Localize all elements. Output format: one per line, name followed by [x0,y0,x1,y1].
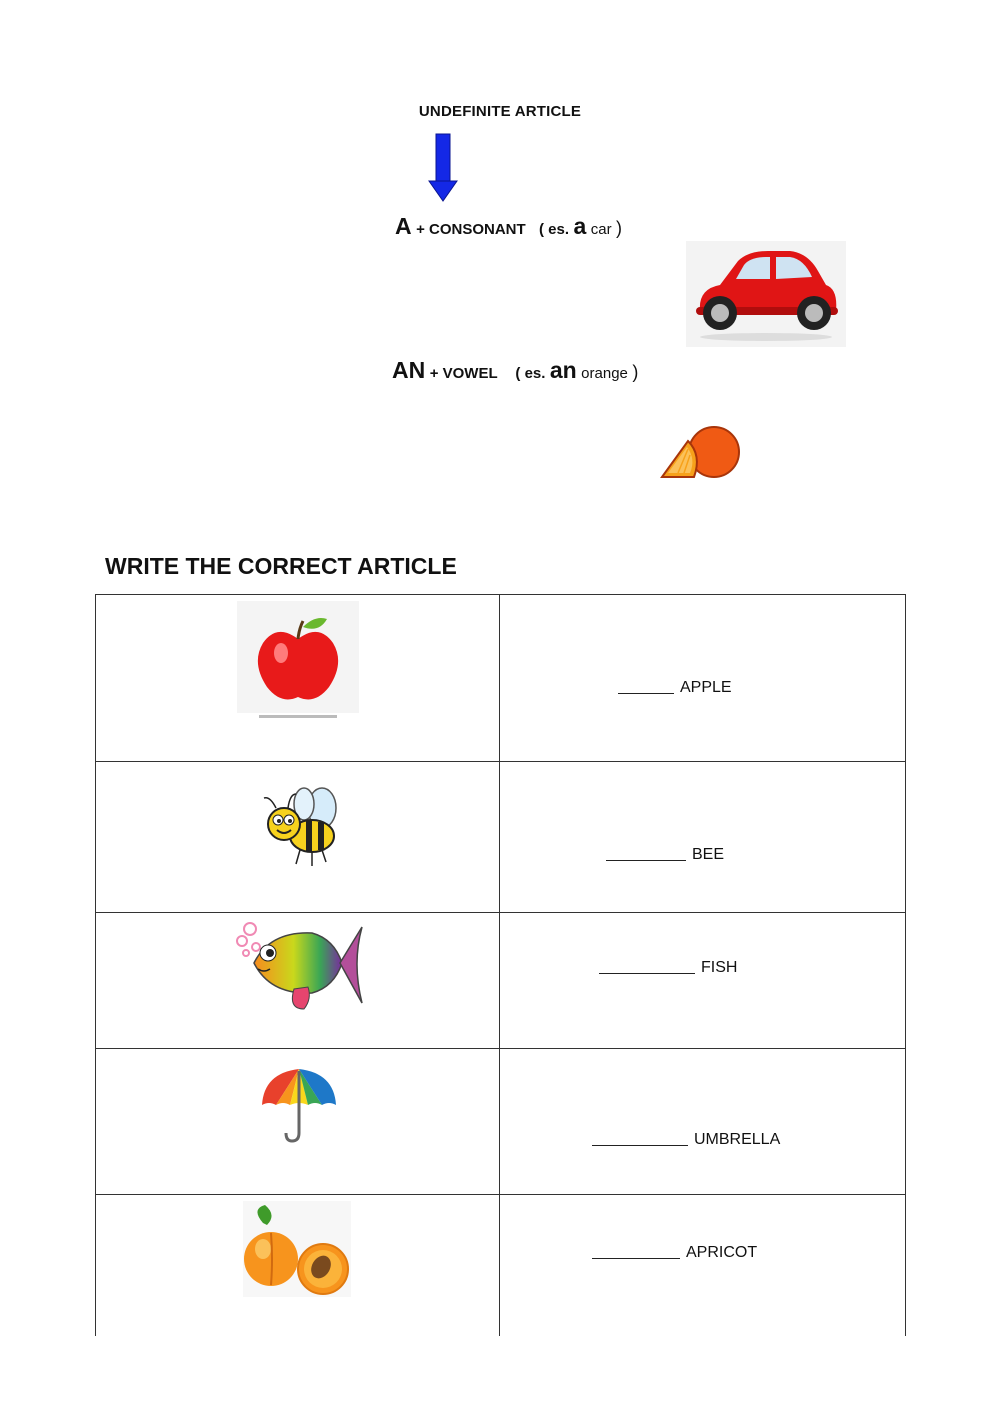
rule-article: A [395,213,412,239]
answer-line [599,959,737,977]
rule-example-close: ) [616,218,623,238]
answer-blank[interactable] [599,961,695,974]
exercise-word: APPLE [680,679,732,696]
exercise-title: WRITE THE CORRECT ARTICLE [105,553,457,579]
rule-example-close: ) [632,362,639,382]
page-title: UNDEFINITE ARTICLE [418,103,582,120]
answer-blank[interactable] [592,1246,680,1259]
exercise-word: APRICOT [686,1244,758,1261]
fish-image [232,919,366,1013]
rule-example-word: orange [581,365,628,382]
answer-cell [500,762,906,913]
picture-cell [96,762,500,913]
rule-example-open: ( es. [539,221,570,238]
answer-line [592,1131,780,1149]
table-row [96,1195,906,1336]
apricot-image [243,1201,351,1297]
car-image [686,241,846,347]
answer-line [592,1244,757,1262]
rule-connector: + VOWEL [429,365,498,382]
table-row [96,762,906,913]
rule-example-word: car [590,221,612,238]
rule-example-article: an [549,357,577,383]
picture-cell [96,913,500,1049]
exercise-word: BEE [692,846,725,863]
answer-blank[interactable] [618,681,674,694]
rule-connector: + CONSONANT [416,221,526,238]
orange-image [658,425,742,483]
rule-article: AN [392,357,426,383]
umbrella-image [260,1067,338,1143]
answer-line [606,846,724,864]
rule-vowel [392,357,638,384]
rule-consonant [395,213,622,240]
table-row [96,595,906,762]
rule-example-article: a [573,213,587,239]
answer-blank[interactable] [592,1133,688,1146]
answer-cell [500,1195,906,1336]
rule-example-open: ( es. [515,365,546,382]
answer-cell [500,913,906,1049]
table-row [96,1049,906,1195]
picture-cell [96,1195,500,1336]
picture-cell [96,1049,500,1195]
answer-blank[interactable] [606,848,686,861]
bee-image [260,784,350,872]
answer-cell [500,595,906,762]
table-row [96,913,906,1049]
answer-cell [500,1049,906,1195]
down-arrow-icon [428,133,458,203]
picture-cell [96,595,500,762]
answer-line [618,679,732,697]
apple-image [237,601,359,719]
exercise-table [95,594,906,1336]
exercise-word: UMBRELLA [694,1131,781,1148]
exercise-word: FISH [701,959,738,976]
